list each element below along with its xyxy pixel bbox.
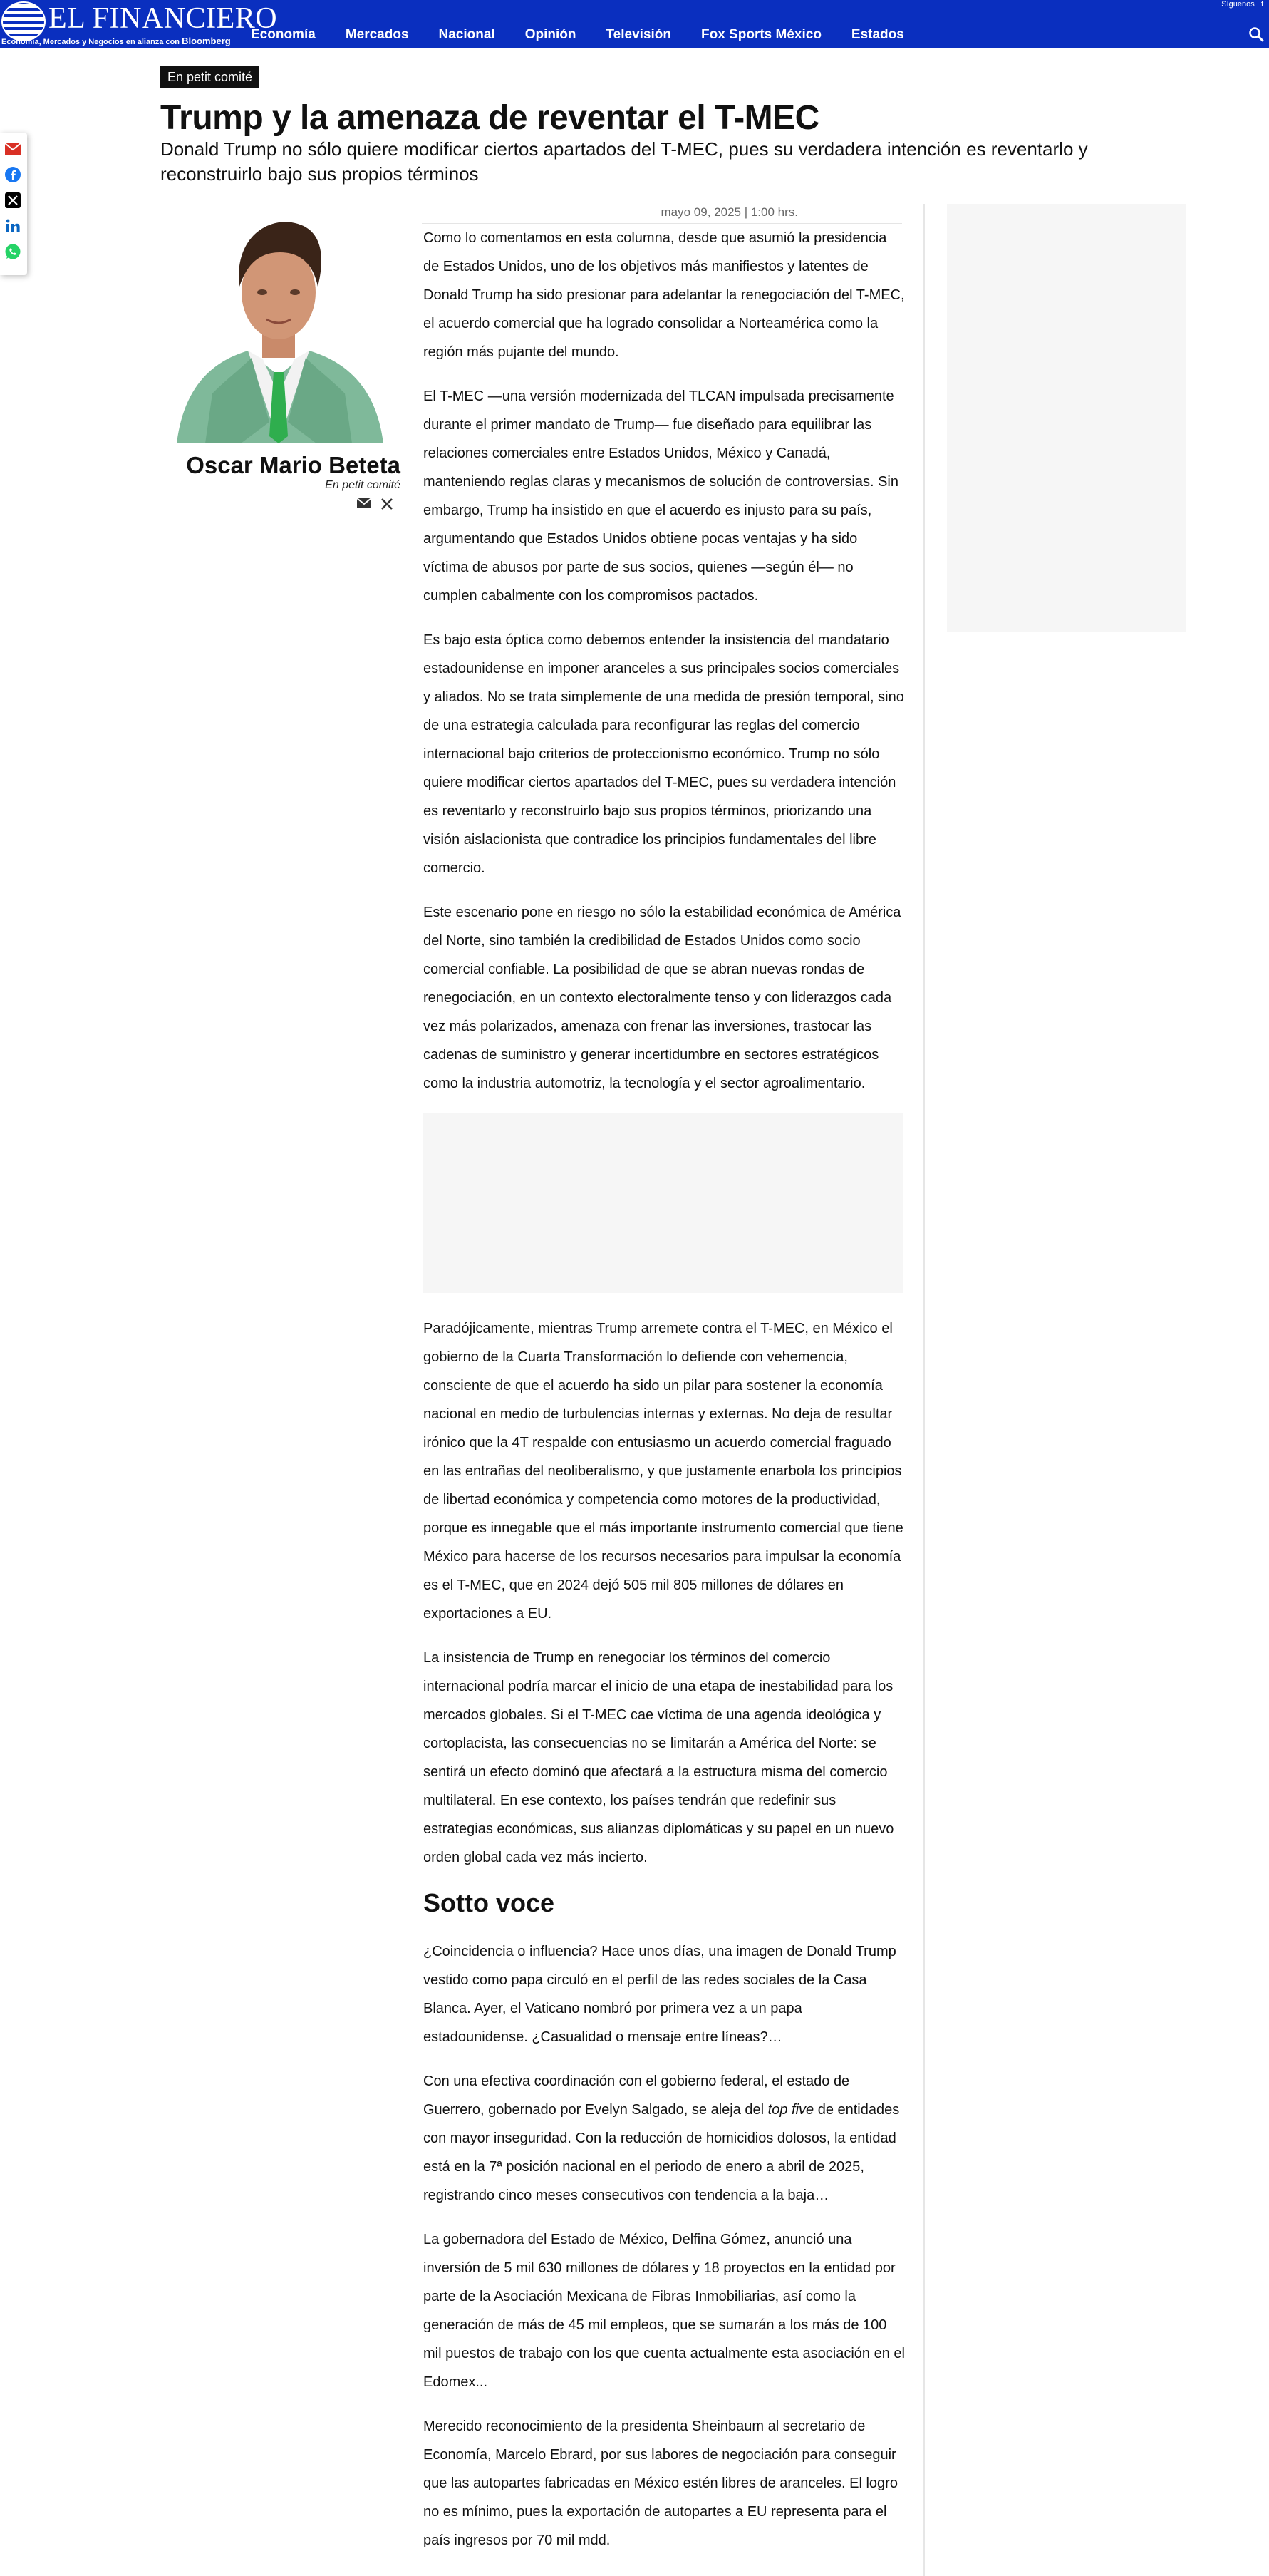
linkedin-icon[interactable] (4, 217, 22, 235)
publish-date: mayo 09, 2025 | 1:00 hrs. (422, 205, 902, 224)
author-contact (356, 498, 393, 510)
section-kicker[interactable]: En petit comité (160, 66, 259, 88)
search-icon[interactable] (1248, 26, 1265, 43)
column-divider (923, 204, 925, 2576)
paragraph: El T-MEC —una versión modernizada del TLCAN impulsada precisamente durante el primer mandato de Trump— fue diseñado para equilibrar las relaciones comerciales entre Estados Unidos, México y Canadá, manteniendo reglas claras y mecanismos de solución de controversias. Sin embargo, Trump ha insistido en que el acuerdo es injusto para su país, argumentando que Estados Unidos obtiene pocas ventajas y ha sido víctima de abusos por parte de sus socios, quienes —según él— no cumplen cabalmente con los compromisos pactados. (423, 388, 899, 604)
main-nav (251, 27, 934, 43)
paragraph: ¿Coincidencia o influencia? Hace unos días, una imagen de Donald Trump vestido como papa circuló en el perfil de las redes sociales de la Casa Blanca. Ayer, el Vaticano nombró por primera vez a un papa estadounidense. ¿Casualidad o mensaje entre líneas?… (423, 1944, 896, 2045)
article-body (423, 224, 905, 2570)
author-mail-icon[interactable] (356, 498, 372, 509)
paragraph: Paradójicamente, mientras Trump arremete contra el T-MEC, en México el gobierno de la Cuarta Transformación lo defiende con vehemencia, consciente de que el acuerdo ha sido un pilar para sostener la economía nacional en medio de turbulencias internas y externas. No deja de resultar irónico que la 4T respalde con entusiasmo un acuerdo comercial fraguado en las entrañas del neoliberalismo, y que justamente enarbola los principios de libertad económica y competencia como motores de la productividad, porque es innegable que el más importante instrumento comercial que tiene México para hacerse de los recursos necesarios para impulsar la economía es el T-MEC, que en 2024 dejó 505 mil 805 millones de dólares en exportaciones a EU. (423, 1321, 903, 1622)
paragraph: Como lo comentamos en esta columna, desde que asumió la presidencia de Estados Unidos, uno de los objetivos más manifiestos y latentes de Donald Trump ha sido presionar para adelantar la renegociación del T-MEC, el acuerdo comercial que ha logrado consolidar a Norteamérica como la región más pujante del mundo. (423, 230, 905, 360)
whatsapp-icon[interactable] (4, 242, 22, 261)
nav-item-television[interactable]: Televisión (606, 27, 671, 42)
facebook-icon[interactable] (4, 165, 22, 184)
nav-item-fox-sports[interactable]: Fox Sports México (701, 27, 822, 42)
paragraph: Merecido reconocimiento de la presidenta Sheinbaum al secretario de Economía, Marcelo Ebrard, por sus labores de negociación para conseguir que las autopartes fabricadas en México estén libres de aranceles. El logro no es mínimo, pues la exportación de autopartes a EU representa para el país ingresos por 70 mil mdd. (423, 2418, 898, 2548)
nav-item-opinion[interactable]: Opinión (524, 27, 576, 42)
author-photo (162, 208, 395, 443)
author-x-icon[interactable] (380, 498, 393, 510)
inline-ad-slot (423, 1113, 903, 1293)
paragraph-text: de entidades con mayor inseguridad. Con la reducción de homicidios dolosos, la entidad está en la 7ª posición nacional en el periodo de enero a abril de 2025, registrando cinco meses consecutivos con tendencia a la baja… (423, 2102, 900, 2203)
paragraph: La insistencia de Trump en renegociar los términos del comercio internacional podría marcar el inicio de una etapa de inestabilidad para los mercados globales. Si el T-MEC cae víctima de una agenda ideológica y cortoplacista, las consecuencias no se limitarán a América del Norte: se sentirá un efecto dominó que afectará a la estructura misma del comercio multilateral. En ese contexto, los países tendrán que redefinir sus estrategias económicas, sus alianzas diplomáticas y su papel en un nuevo orden global cada vez más incierto. (423, 1650, 894, 1865)
follow-us-link[interactable] (1221, 0, 1263, 9)
top-navigation-bar (0, 0, 1269, 48)
site-logo[interactable] (1, 1, 278, 47)
article-subhead: Donald Trump no sólo quiere modificar ciertos apartados del T-MEC, pues su verdadera intención es reventarlo y reconstruirlo bajo sus propios términos (160, 138, 1088, 185)
nav-item-nacional[interactable]: Nacional (438, 27, 495, 42)
share-toolbar (0, 133, 27, 275)
logo-name: EL FINANCIERO (48, 2, 278, 35)
paragraph: La gobernadora del Estado de México, Delfina Gómez, anunció una inversión de 5 mil 630 millones de dólares y 18 proyectos en la entidad por parte de la Asociación Mexicana de Fibras Inmobiliarias, así como la generación de más de 45 mil empleos, que se sumarán a los más de 100 mil puestos de trabajo con los que cuenta actualmente esta asociación en el Edomex... (423, 2232, 905, 2390)
mail-icon[interactable] (4, 140, 22, 158)
facebook-small-icon[interactable]: f (1256, 0, 1263, 9)
logo-partner: Bloomberg (182, 36, 231, 46)
paragraph: Es bajo esta óptica como debemos entender la insistencia del mandatario estadounidense en imponer aranceles a sus principales socios comerciales y aliados. No se trata simplemente de una medida de presión temporal, sino de una estrategia calculada para reconfigurar las reglas del comercio internacional bajo criterios de proteccionismo económico. Trump no sólo quiere modificar ciertos apartados del T-MEC, pues su verdadera intención es reventarlo y reconstruirlo bajo sus propios términos, priorizando una visión aislacionista que contradice los principios fundamentales del libre comercio. (423, 632, 904, 876)
logo-tagline (1, 36, 231, 46)
nav-item-mercados[interactable]: Mercados (345, 27, 409, 42)
follow-us-label: Síguenos (1221, 0, 1255, 9)
author-column-name: En petit comité (325, 479, 400, 491)
logo-tagline-text: Economía, Mercados y Negocios en alianza con (1, 38, 180, 46)
section-title: Sotto voce (423, 1888, 555, 1917)
paragraph-guerrero (423, 2067, 905, 2210)
emphasis-text: top five (767, 2102, 814, 2118)
x-icon[interactable] (4, 191, 22, 210)
article-headline: Trump y la amenaza de reventar el T-MEC (160, 99, 819, 137)
sidebar-ad-slot (947, 204, 1186, 632)
nav-item-estados[interactable]: Estados (851, 27, 904, 42)
paragraph-text: Con una efectiva coordinación con el gobierno federal, el estado de Guerrero, gobernado por Evelyn Salgado, se aleja del (423, 2073, 850, 2118)
author-name[interactable]: Oscar Mario Beteta (186, 452, 400, 478)
nav-item-economia[interactable]: Economía (251, 27, 316, 42)
paragraph: Este escenario pone en riesgo no sólo la estabilidad económica de América del Norte, sino también la credibilidad de Estados Unidos como socio comercial confiable. La posibilidad de que se abran nuevas rondas de renegociación, en un contexto electoralmente tenso y con liderazgos cada vez más polarizados, amenaza con frenar las inversiones, trastocar las cadenas de suministro y generar incertidumbre en sectores estratégicos como la industria automotriz, la tecnología y el sector agroalimentario. (423, 905, 901, 1091)
